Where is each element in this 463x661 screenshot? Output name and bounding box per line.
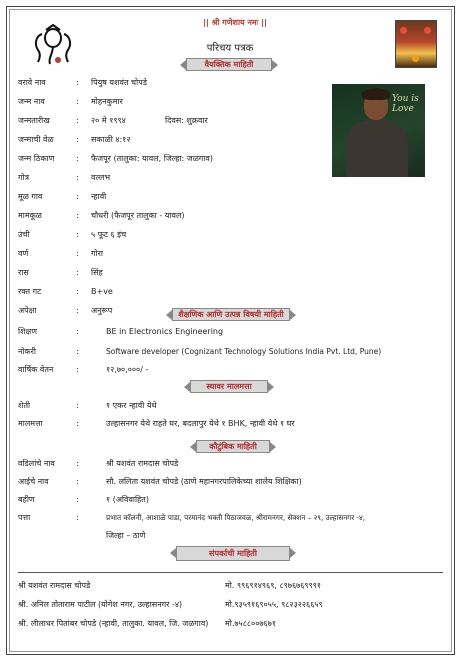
field-colon: : — [76, 306, 79, 315]
photo-caption: You is Love — [392, 94, 419, 114]
field-value: १२,७०,०००/ - — [106, 365, 149, 374]
field-label: जन्म नाव — [18, 97, 45, 106]
photo-body — [346, 120, 408, 177]
field-value: १ (अविवाहित) — [106, 495, 149, 504]
flower-decoration — [412, 55, 419, 62]
document-title: परिचय पत्रक — [206, 43, 254, 54]
field-label: जन्म ठिकाण — [18, 154, 55, 163]
field-label: वडिलांचे नाव — [18, 459, 55, 468]
field-label: शेती — [18, 401, 31, 410]
field-label: मूळ गाव — [18, 192, 43, 201]
field-value: मोहनकुमार — [91, 97, 123, 106]
field-value: १ एकर न्हावी येथे — [106, 401, 157, 410]
field-colon: : — [76, 459, 79, 468]
field-colon: : — [76, 287, 79, 296]
field-value: २० मे १९९४ — [91, 116, 126, 125]
field-value: B+ve — [91, 287, 113, 296]
section-banner-personal: वैयक्तिक माहिती — [186, 58, 272, 71]
divider — [18, 572, 443, 573]
field-value: Software developer (Cognizant Technology Solutions India Pvt. Ltd, Pune) — [106, 347, 382, 356]
field-colon: : — [76, 495, 79, 504]
field-label: मामकूळ — [18, 211, 42, 220]
field-value: न्हावी — [91, 192, 107, 201]
field-label: वर्ण — [18, 249, 29, 258]
field-label: रक्त गट — [18, 287, 42, 296]
field-value: जिल्हा – ठाणे — [106, 531, 146, 540]
section-banner-family: कौटुंबिक माहिती — [196, 440, 270, 453]
field-colon: : — [76, 401, 79, 410]
field-colon: : — [76, 249, 79, 258]
field-colon: : — [76, 192, 79, 201]
field-label: गोत्र — [18, 173, 29, 182]
field-label: जन्माची वेळ — [18, 135, 54, 144]
field-value: गोरा — [91, 249, 103, 258]
deity-image — [395, 20, 437, 68]
field-value: चौधरी (फैजपूर तालुका - यावल) — [91, 211, 185, 220]
contact-phone: मो.९३५९१६९०५५, ९८२३२२६६५९ — [225, 600, 323, 609]
section-banner-contact: संपर्काची माहिती — [176, 546, 290, 561]
field-value: ५ फूट ६ इंच — [91, 230, 127, 239]
field-value: फैजपूर (तालुका: यावल, जिल्हा: जळगाव) — [91, 154, 213, 163]
field-colon: : — [76, 154, 79, 163]
field-colon: : — [76, 513, 79, 522]
field-colon: : — [76, 211, 79, 220]
contact-name: श्री. अनिल तोताराम पाटील (योगेश नगर, उल्हासनगर -४) — [18, 600, 183, 609]
field-value: अनुरूप — [91, 306, 113, 315]
contact-row — [18, 618, 276, 630]
field-label: शिक्षण — [18, 327, 38, 336]
field-label: अपेक्षा — [18, 306, 37, 315]
flower-decoration — [424, 27, 431, 34]
field-value: सिंह — [91, 268, 103, 277]
field-value: वल्लभ — [91, 173, 111, 182]
field-colon: : — [76, 78, 79, 87]
field-value: उल्हासनगर येथे राहते घर, बदलापुर येथे १ BHK, न्हावी येथे १ घर — [106, 419, 295, 428]
contact-name: श्री. लीलाधर पितांबर चोपडे (न्हावी, तालुका. यावल, जि. जळगाव) — [18, 619, 209, 628]
field-value: BE in Electronics Engineering — [106, 327, 224, 336]
field-value: सौ. ललिता यशवंत चोपडे (ठाणे महानगरपालिकेच्या शालेय शिक्षिका) — [106, 477, 302, 486]
field-label: उंची — [18, 230, 30, 239]
field-value: सकाळी ४:१२ — [91, 135, 131, 144]
section-banner-education: शैक्षणिक आणि उत्पन्न विषयी माहिती — [172, 308, 290, 321]
contact-phone: मो. ९९६९१४९६९, ८९७६७६९९९१ — [225, 581, 322, 590]
field-label: मालमत्ता — [18, 419, 43, 428]
flower-decoration — [400, 27, 407, 34]
field-colon: : — [76, 268, 79, 277]
field-label: रास — [18, 268, 29, 277]
section-banner-property: स्थावर मालमत्ता — [190, 380, 268, 393]
photo-hair — [362, 88, 390, 100]
invocation-text: || श्री गणेशाय नमः || — [203, 18, 267, 27]
field-label: पत्ता — [18, 513, 31, 522]
field-value: प्रभात कॉलनी, आशाळे पाडा, परमानंद भक्ती पिठाजवळ, श्रीरामनगर, सेक्शन – २९, उल्हासनगर -४, — [106, 513, 366, 522]
contact-name: श्री यशवंत रामदास चोपडे — [18, 581, 91, 590]
contact-row — [18, 580, 322, 592]
contact-phone: मो.७५८८००७६७१ — [225, 619, 276, 628]
field-colon: : — [76, 477, 79, 486]
field-label: वार्षिक वेतन — [18, 365, 54, 374]
field-colon: : — [76, 135, 79, 144]
field-colon: : — [76, 347, 79, 356]
field-colon: : — [76, 173, 79, 182]
field-colon: : — [76, 327, 79, 336]
field-label: वरावे नाव — [18, 78, 46, 87]
field-extra: दिवस: शुक्रवार — [165, 116, 208, 125]
field-label: नोकरी — [18, 347, 36, 356]
field-colon: : — [76, 365, 79, 374]
field-colon: : — [76, 116, 79, 125]
field-value: पियुष यशवंत चोपडे — [91, 78, 148, 87]
field-value: श्री यशवंत रामदास चोपडे — [106, 459, 179, 468]
field-label: जन्मतारीख — [18, 116, 50, 125]
field-colon: : — [76, 419, 79, 428]
field-label: आईचे नाव — [18, 477, 49, 486]
contact-row — [18, 599, 323, 611]
field-label: बहीण — [18, 495, 35, 504]
ganesha-icon — [28, 24, 78, 68]
field-colon: : — [76, 230, 79, 239]
profile-photo — [332, 84, 425, 177]
field-colon: : — [76, 97, 79, 106]
